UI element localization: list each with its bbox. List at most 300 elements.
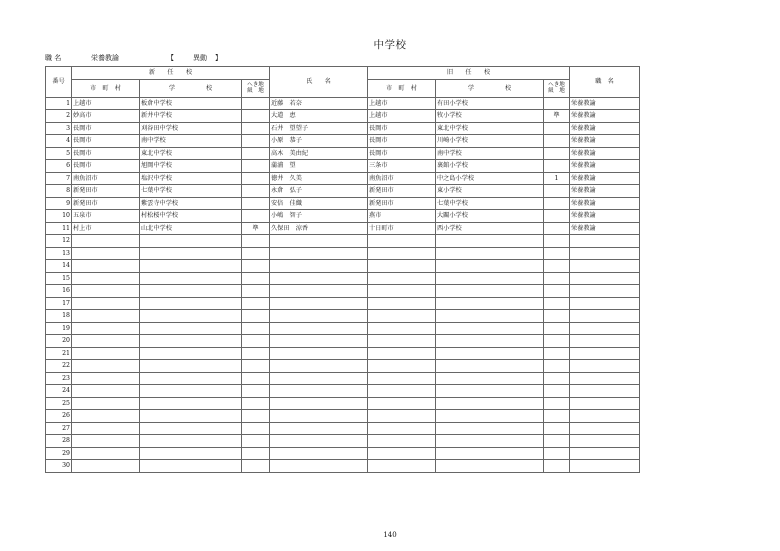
cell-new-remote: [242, 335, 270, 348]
cell-position: [570, 347, 640, 360]
cell-old-school: 大關小学校: [436, 210, 544, 223]
cell-new-school: 紫雲寺中学校: [140, 197, 242, 210]
cell-position: 栄養教諭: [570, 122, 640, 135]
cell-no: 11: [46, 222, 72, 235]
cell-no: 2: [46, 110, 72, 123]
table-row: [46, 322, 640, 335]
cell-new-school: 旭岡中学校: [140, 160, 242, 173]
cell-old-school: [436, 247, 544, 260]
cell-old-school: [436, 435, 544, 448]
cell-name: 小原 恭子: [270, 135, 368, 148]
table-row: [46, 360, 640, 373]
cell-position: [570, 285, 640, 298]
cell-new-city: [72, 247, 140, 260]
cell-old-remote: [544, 322, 570, 335]
cell-position: [570, 422, 640, 435]
cell-old-remote: [544, 385, 570, 398]
cell-new-school: [140, 460, 242, 473]
cell-name: [270, 335, 368, 348]
cell-old-school: [436, 460, 544, 473]
page-number: 140: [383, 531, 397, 539]
cell-new-school: [140, 297, 242, 310]
table-row: [46, 435, 640, 448]
cell-old-school: 川崎小学校: [436, 135, 544, 148]
cell-new-city: [72, 435, 140, 448]
cell-old-remote: [544, 347, 570, 360]
table-row: [46, 97, 640, 110]
cell-old-school: [436, 372, 544, 385]
table-row: [46, 335, 640, 348]
cell-new-school: 塩沢中学校: [140, 172, 242, 185]
cell-new-city: [72, 385, 140, 398]
cell-old-city: 長岡市: [368, 135, 436, 148]
cell-new-remote: [242, 122, 270, 135]
bracket-open: 【: [167, 54, 174, 62]
cell-new-city: 五泉市: [72, 210, 140, 223]
cell-new-school: 東北中学校: [140, 147, 242, 160]
cell-old-remote: [544, 335, 570, 348]
cell-name: 近藤 若奈: [270, 97, 368, 110]
header-new-remote-line1: へき地: [247, 81, 264, 88]
cell-old-school: 東北中学校: [436, 122, 544, 135]
cell-no: 28: [46, 435, 72, 448]
cell-position: [570, 297, 640, 310]
cell-old-school: 西小学校: [436, 222, 544, 235]
cell-old-city: [368, 410, 436, 423]
cell-old-school: 南中学校: [436, 147, 544, 160]
cell-new-remote: [242, 410, 270, 423]
cell-new-school: 七葉中学校: [140, 185, 242, 198]
cell-old-remote: [544, 272, 570, 285]
cell-old-school: [436, 297, 544, 310]
cell-no: 29: [46, 447, 72, 460]
cell-new-city: [72, 260, 140, 273]
cell-new-city: 新発田市: [72, 197, 140, 210]
header-old-school-name: 学 校: [436, 79, 544, 97]
cell-new-remote: [242, 210, 270, 223]
cell-name: [270, 322, 368, 335]
cell-no: 9: [46, 197, 72, 210]
cell-new-school: [140, 360, 242, 373]
table-row: [46, 347, 640, 360]
cell-position: 栄養教諭: [570, 160, 640, 173]
cell-new-school: [140, 272, 242, 285]
cell-old-remote: [544, 397, 570, 410]
cell-new-city: [72, 360, 140, 373]
cell-name: [270, 347, 368, 360]
table-row: [46, 210, 640, 223]
cell-no: 17: [46, 297, 72, 310]
cell-new-school: 刈谷田中学校: [140, 122, 242, 135]
cell-no: 30: [46, 460, 72, 473]
cell-new-remote: [242, 160, 270, 173]
cell-old-remote: [544, 160, 570, 173]
cell-old-school: [436, 397, 544, 410]
table-row: [46, 160, 640, 173]
cell-old-school: [436, 322, 544, 335]
cell-new-city: 村上市: [72, 222, 140, 235]
cell-old-school: 裏館小学校: [436, 160, 544, 173]
header-new-remote-line2: 級 地: [247, 88, 264, 94]
cell-old-school: 東小学校: [436, 185, 544, 198]
cell-new-city: 長岡市: [72, 160, 140, 173]
cell-old-city: 上越市: [368, 110, 436, 123]
cell-new-school: [140, 235, 242, 248]
cell-new-city: 長岡市: [72, 135, 140, 148]
cell-new-city: 妙高市: [72, 110, 140, 123]
table-row: [46, 122, 640, 135]
cell-old-city: 新発田市: [368, 185, 436, 198]
cell-position: 栄養教諭: [570, 222, 640, 235]
cell-position: [570, 310, 640, 323]
header-new-remote: [242, 79, 270, 97]
cell-no: 26: [46, 410, 72, 423]
cell-new-remote: [242, 422, 270, 435]
cell-name: [270, 360, 368, 373]
cell-name: 安倍 佳織: [270, 197, 368, 210]
cell-new-remote: 準: [242, 222, 270, 235]
cell-old-city: [368, 397, 436, 410]
cell-old-remote: [544, 122, 570, 135]
cell-old-city: 南魚沼市: [368, 172, 436, 185]
cell-no: 1: [46, 97, 72, 110]
cell-old-school: [436, 285, 544, 298]
cell-position: 栄養教諭: [570, 185, 640, 198]
cell-old-city: [368, 360, 436, 373]
cell-new-remote: [242, 197, 270, 210]
cell-old-school: 七葉中学校: [436, 197, 544, 210]
table-row: [46, 222, 640, 235]
cell-no: 10: [46, 210, 72, 223]
header-old-remote-line1: へき地: [548, 81, 565, 88]
table-body: [46, 97, 640, 472]
cell-new-remote: [242, 285, 270, 298]
cell-old-city: 三条市: [368, 160, 436, 173]
cell-name: [270, 447, 368, 460]
cell-position: [570, 385, 640, 398]
cell-name: [270, 235, 368, 248]
cell-old-school: [436, 360, 544, 373]
cell-old-city: 新発田市: [368, 197, 436, 210]
cell-old-city: 長岡市: [368, 147, 436, 160]
cell-position: [570, 272, 640, 285]
cell-no: 22: [46, 360, 72, 373]
cell-old-remote: [544, 185, 570, 198]
cell-new-remote: [242, 447, 270, 460]
cell-old-remote: [544, 135, 570, 148]
cell-old-school: [436, 347, 544, 360]
cell-new-remote: [242, 347, 270, 360]
table-row: [46, 147, 640, 160]
cell-new-city: [72, 272, 140, 285]
cell-no: 20: [46, 335, 72, 348]
page-title: 中学校: [373, 39, 407, 51]
cell-old-city: [368, 247, 436, 260]
cell-name: 高木 美由紀: [270, 147, 368, 160]
cell-name: 蒲浦 望: [270, 160, 368, 173]
cell-new-school: [140, 447, 242, 460]
cell-position: [570, 435, 640, 448]
cell-new-school: [140, 322, 242, 335]
cell-name: [270, 385, 368, 398]
cell-new-city: [72, 347, 140, 360]
cell-old-remote: [544, 460, 570, 473]
cell-new-remote: [242, 185, 270, 198]
cell-new-remote: [242, 310, 270, 323]
cell-no: 8: [46, 185, 72, 198]
cell-old-remote: 1: [544, 172, 570, 185]
header-old-remote: [544, 79, 570, 97]
cell-new-remote: [242, 322, 270, 335]
cell-position: [570, 247, 640, 260]
cell-name: 石井 望望子: [270, 122, 368, 135]
cell-position: [570, 235, 640, 248]
cell-new-city: [72, 322, 140, 335]
cell-old-remote: [544, 222, 570, 235]
cell-new-remote: [242, 272, 270, 285]
cell-position: [570, 460, 640, 473]
header-old-school: 旧 任 校: [368, 67, 570, 80]
cell-no: 21: [46, 347, 72, 360]
cell-old-remote: [544, 147, 570, 160]
cell-no: 6: [46, 160, 72, 173]
cell-old-remote: [544, 372, 570, 385]
cell-old-school: [436, 310, 544, 323]
table-row: [46, 197, 640, 210]
cell-position: 栄養教諭: [570, 147, 640, 160]
cell-new-school: 村松桜中学校: [140, 210, 242, 223]
table-row: [46, 422, 640, 435]
cell-old-city: 上越市: [368, 97, 436, 110]
cell-old-city: [368, 272, 436, 285]
cell-name: 久保田 涼香: [270, 222, 368, 235]
transfer-table: [45, 66, 640, 473]
table-row: [46, 397, 640, 410]
cell-old-city: [368, 235, 436, 248]
cell-old-school: 牧小学校: [436, 110, 544, 123]
cell-old-remote: [544, 285, 570, 298]
cell-new-city: [72, 235, 140, 248]
cell-old-school: [436, 335, 544, 348]
cell-new-remote: [242, 147, 270, 160]
table-row: [46, 260, 640, 273]
cell-new-school: [140, 285, 242, 298]
cell-name: [270, 422, 368, 435]
cell-old-remote: [544, 247, 570, 260]
cell-no: 14: [46, 260, 72, 273]
cell-name: [270, 247, 368, 260]
cell-old-remote: [544, 435, 570, 448]
cell-new-school: [140, 260, 242, 273]
cell-old-school: 有田小学校: [436, 97, 544, 110]
cell-new-city: 長岡市: [72, 122, 140, 135]
cell-name: [270, 285, 368, 298]
cell-no: 3: [46, 122, 72, 135]
cell-old-city: [368, 372, 436, 385]
cell-new-city: [72, 297, 140, 310]
cell-new-remote: [242, 385, 270, 398]
cell-name: [270, 435, 368, 448]
cell-old-city: 燕市: [368, 210, 436, 223]
cell-new-remote: [242, 360, 270, 373]
cell-new-remote: [242, 397, 270, 410]
header-new-city: 市 町 村: [72, 79, 140, 97]
cell-old-remote: [544, 235, 570, 248]
cell-position: [570, 447, 640, 460]
cell-name: 徳井 久美: [270, 172, 368, 185]
cell-new-school: [140, 247, 242, 260]
cell-old-remote: [544, 197, 570, 210]
header-new-school-name: 学 校: [140, 79, 242, 97]
cell-no: 5: [46, 147, 72, 160]
table-row: [46, 285, 640, 298]
table-row: [46, 247, 640, 260]
cell-old-city: [368, 285, 436, 298]
table-row: [46, 185, 640, 198]
cell-old-school: [436, 447, 544, 460]
cell-old-city: [368, 447, 436, 460]
cell-new-remote: [242, 260, 270, 273]
cell-position: 栄養教諭: [570, 110, 640, 123]
cell-name: [270, 397, 368, 410]
cell-no: 19: [46, 322, 72, 335]
cell-position: [570, 372, 640, 385]
cell-old-remote: [544, 447, 570, 460]
cell-new-remote: [242, 372, 270, 385]
cell-position: 栄養教諭: [570, 197, 640, 210]
cell-old-remote: [544, 360, 570, 373]
cell-position: [570, 360, 640, 373]
cell-old-city: [368, 297, 436, 310]
category-label: 異動: [193, 54, 207, 62]
cell-no: 23: [46, 372, 72, 385]
cell-old-remote: [544, 97, 570, 110]
cell-no: 4: [46, 135, 72, 148]
table-row: [46, 447, 640, 460]
cell-old-city: [368, 422, 436, 435]
cell-old-city: [368, 335, 436, 348]
cell-old-city: 十日町市: [368, 222, 436, 235]
cell-old-city: [368, 347, 436, 360]
cell-new-city: [72, 410, 140, 423]
cell-no: 18: [46, 310, 72, 323]
cell-old-city: [368, 310, 436, 323]
cell-new-school: [140, 422, 242, 435]
cell-new-remote: [242, 297, 270, 310]
cell-name: [270, 310, 368, 323]
cell-new-school: [140, 397, 242, 410]
bracket-close: 】: [215, 54, 222, 62]
header-old-remote-line2: 級 地: [548, 88, 565, 94]
cell-no: 24: [46, 385, 72, 398]
cell-new-school: [140, 372, 242, 385]
cell-new-city: [72, 460, 140, 473]
cell-new-remote: [242, 97, 270, 110]
cell-old-school: [436, 422, 544, 435]
table-row: [46, 135, 640, 148]
table-row: [46, 110, 640, 123]
cell-old-city: [368, 460, 436, 473]
job-value: 栄養教諭: [91, 54, 119, 62]
cell-old-remote: [544, 422, 570, 435]
table-row: [46, 460, 640, 473]
cell-position: [570, 322, 640, 335]
table-row: [46, 172, 640, 185]
cell-old-city: [368, 385, 436, 398]
cell-new-city: [72, 285, 140, 298]
cell-old-remote: 準: [544, 110, 570, 123]
header-position: 職 名: [570, 67, 640, 98]
header-new-school: 新 任 校: [72, 67, 270, 80]
cell-new-remote: [242, 247, 270, 260]
cell-new-remote: [242, 460, 270, 473]
cell-new-school: 山北中学校: [140, 222, 242, 235]
cell-no: 7: [46, 172, 72, 185]
cell-new-school: [140, 435, 242, 448]
cell-old-school: 中之島小学校: [436, 172, 544, 185]
cell-name: [270, 372, 368, 385]
cell-position: 栄養教諭: [570, 135, 640, 148]
header-old-city: 市 町 村: [368, 79, 436, 97]
cell-no: 16: [46, 285, 72, 298]
cell-new-school: [140, 385, 242, 398]
cell-new-remote: [242, 110, 270, 123]
cell-new-city: 長岡市: [72, 147, 140, 160]
cell-new-school: [140, 347, 242, 360]
table-row: [46, 310, 640, 323]
cell-position: [570, 397, 640, 410]
cell-position: [570, 335, 640, 348]
cell-name: 大道 恵: [270, 110, 368, 123]
cell-new-remote: [242, 172, 270, 185]
cell-no: 25: [46, 397, 72, 410]
table-row: [46, 235, 640, 248]
cell-name: [270, 272, 368, 285]
table-row: [46, 272, 640, 285]
cell-name: 小嶋 智子: [270, 210, 368, 223]
cell-old-remote: [544, 260, 570, 273]
cell-new-city: 南魚沼市: [72, 172, 140, 185]
cell-new-city: [72, 372, 140, 385]
cell-position: 栄養教諭: [570, 97, 640, 110]
cell-new-remote: [242, 135, 270, 148]
cell-new-school: [140, 410, 242, 423]
cell-name: [270, 297, 368, 310]
cell-new-school: 新井中学校: [140, 110, 242, 123]
table-row: [46, 385, 640, 398]
header-no: 番号: [46, 67, 72, 98]
cell-new-city: 新発田市: [72, 185, 140, 198]
cell-name: [270, 260, 368, 273]
cell-new-city: 上越市: [72, 97, 140, 110]
cell-old-remote: [544, 410, 570, 423]
cell-old-remote: [544, 210, 570, 223]
cell-position: [570, 260, 640, 273]
cell-new-school: 南中学校: [140, 135, 242, 148]
cell-new-city: [72, 335, 140, 348]
cell-no: 12: [46, 235, 72, 248]
cell-old-school: [436, 272, 544, 285]
cell-no: 13: [46, 247, 72, 260]
cell-new-school: [140, 310, 242, 323]
cell-old-school: [436, 260, 544, 273]
cell-new-school: [140, 335, 242, 348]
cell-old-school: [436, 410, 544, 423]
cell-new-city: [72, 422, 140, 435]
job-label: 職 名: [45, 54, 62, 62]
cell-old-city: [368, 435, 436, 448]
cell-new-city: [72, 310, 140, 323]
